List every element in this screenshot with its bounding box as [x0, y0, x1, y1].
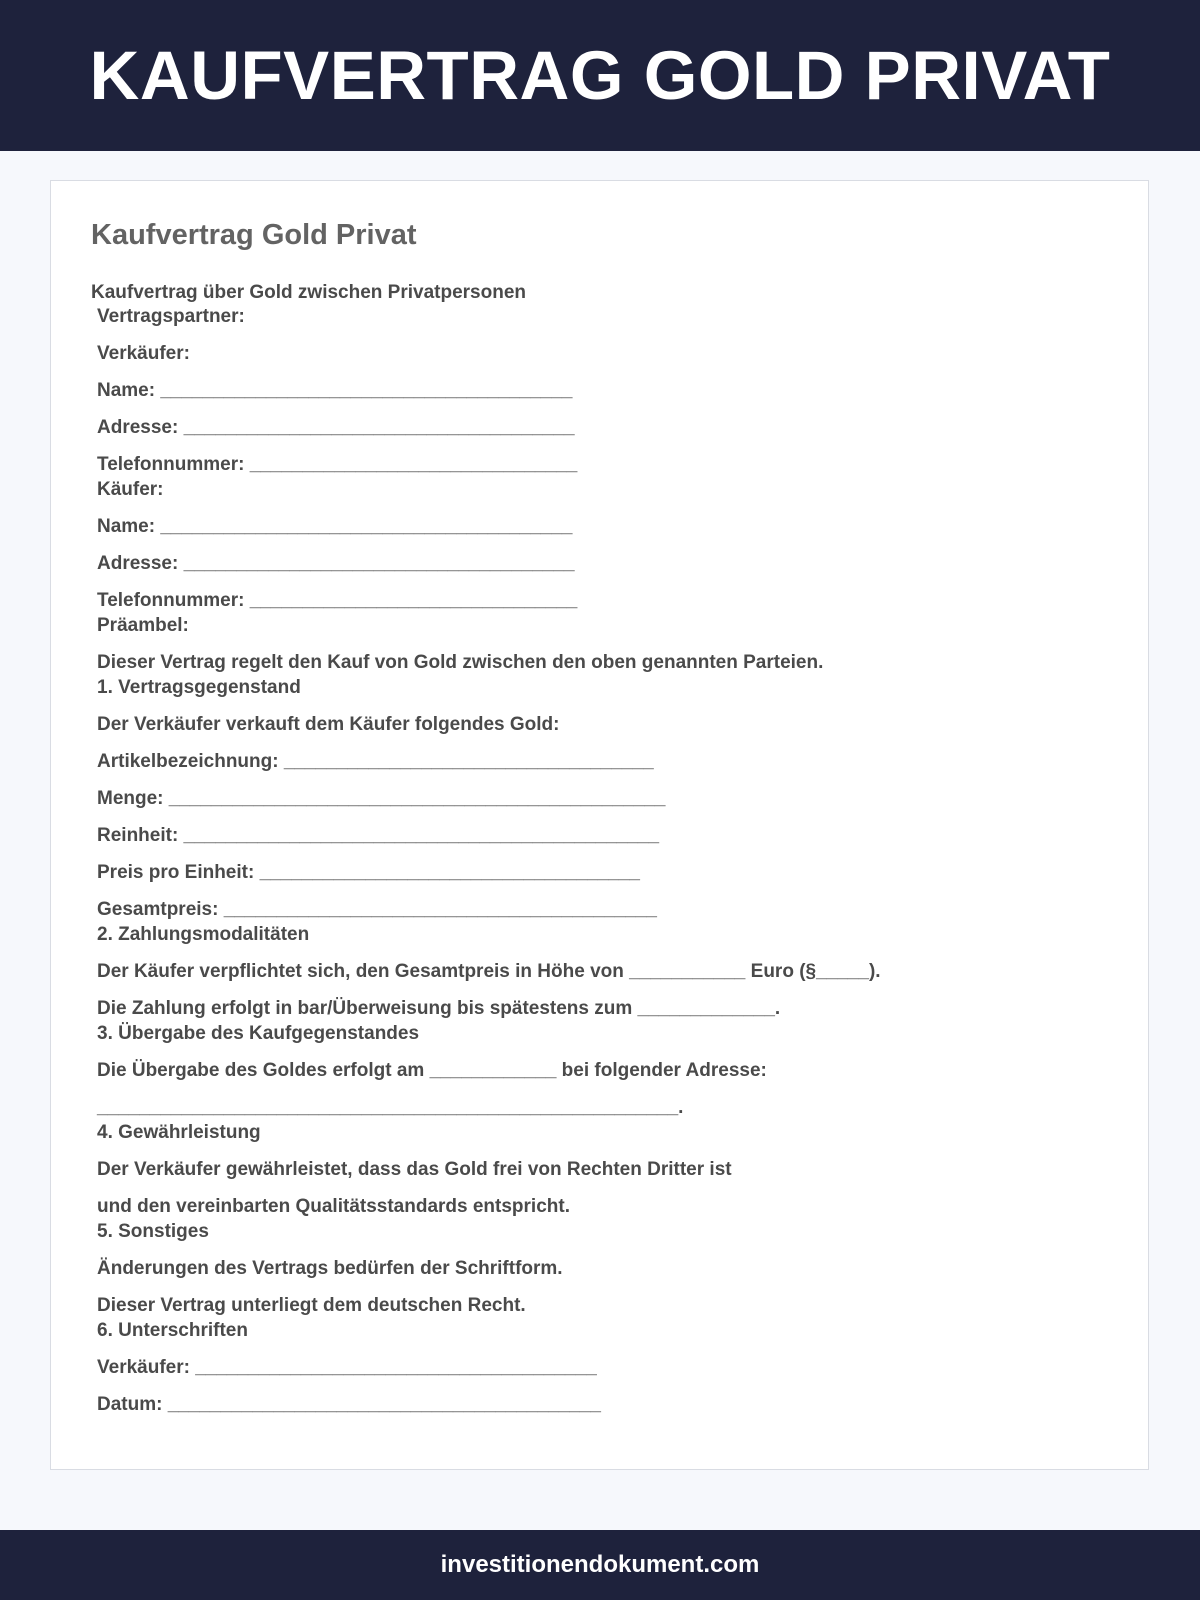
footer-site-link[interactable]: investitionendokument.com — [440, 1551, 760, 1578]
subject-intro-text: Der Verkäufer verkauft dem Käufer folgendes Gold: — [97, 714, 560, 735]
warranty-text-1: Der Verkäufer gewährleistet, dass das Gold frei von Rechten Dritter ist — [97, 1159, 732, 1180]
unit-price-field: Preis pro Einheit: ____________________________________ — [97, 862, 640, 883]
header-banner — [0, 0, 1200, 151]
misc-text-1: Änderungen des Vertrags bedürfen der Schriftform. — [97, 1258, 563, 1279]
section-heading-handover: 3. Übergabe des Kaufgegenstandes — [97, 1023, 420, 1044]
seller-phone-field: Telefonnummer: _______________________________ — [97, 454, 578, 475]
seller-signature-field: Verkäufer: ______________________________________ — [97, 1357, 597, 1378]
buyer-address-field: Adresse: _____________________________________ — [97, 553, 575, 574]
purity-field: Reinheit: _____________________________________________ — [97, 825, 660, 846]
buyer-phone-field: Telefonnummer: _______________________________ — [97, 590, 578, 611]
seller-name-field: Name: _______________________________________ — [97, 380, 573, 401]
payment-terms-text: Die Zahlung erfolgt in bar/Überweisung bis spätestens zum _____________. — [97, 998, 781, 1019]
article-field: Artikelbezeichnung: ___________________________________ — [97, 751, 654, 772]
payment-obligation-text: Der Käufer verpflichtet sich, den Gesamtpreis in Höhe von ___________ Euro (§_____). — [97, 961, 881, 982]
handover-text: Die Übergabe des Goldes erfolgt am ____________ bei folgender Adresse: — [97, 1060, 767, 1081]
section-heading-subject: 1. Vertragsgegenstand — [97, 677, 301, 698]
handover-address-field: _______________________________________________________. — [97, 1097, 684, 1118]
section-label-preamble: Präambel: — [97, 615, 189, 636]
section-heading-warranty: 4. Gewährleistung — [97, 1122, 261, 1143]
footer-bar — [0, 1530, 1200, 1600]
section-heading-signatures: 6. Unterschriften — [97, 1320, 248, 1341]
misc-text-2: Dieser Vertrag unterliegt dem deutschen Recht. — [97, 1295, 526, 1316]
quantity-field: Menge: _______________________________________________ — [97, 788, 666, 809]
total-price-field: Gesamtpreis: _________________________________________ — [97, 899, 657, 920]
warranty-text-2: und den vereinbarten Qualitätsstandards entspricht. — [97, 1196, 570, 1217]
preamble-text: Dieser Vertrag regelt den Kauf von Gold zwischen den oben genannten Parteien. — [97, 652, 824, 673]
document-subtitle: Kaufvertrag über Gold zwischen Privatpersonen — [91, 282, 526, 303]
document-title: Kaufvertrag Gold Privat — [91, 219, 417, 251]
buyer-name-field: Name: _______________________________________ — [97, 516, 573, 537]
banner-title: KAUFVERTRAG GOLD PRIVAT — [89, 37, 1111, 114]
date-field: Datum: _________________________________________ — [97, 1394, 601, 1415]
section-heading-payment: 2. Zahlungsmodalitäten — [97, 924, 310, 945]
document-card — [50, 180, 1149, 1470]
section-label-buyer: Käufer: — [97, 479, 164, 500]
seller-address-field: Adresse: _____________________________________ — [97, 417, 575, 438]
section-label-contract-partners: Vertragspartner: — [97, 306, 245, 327]
section-label-seller: Verkäufer: — [97, 343, 190, 364]
section-heading-misc: 5. Sonstiges — [97, 1221, 209, 1242]
